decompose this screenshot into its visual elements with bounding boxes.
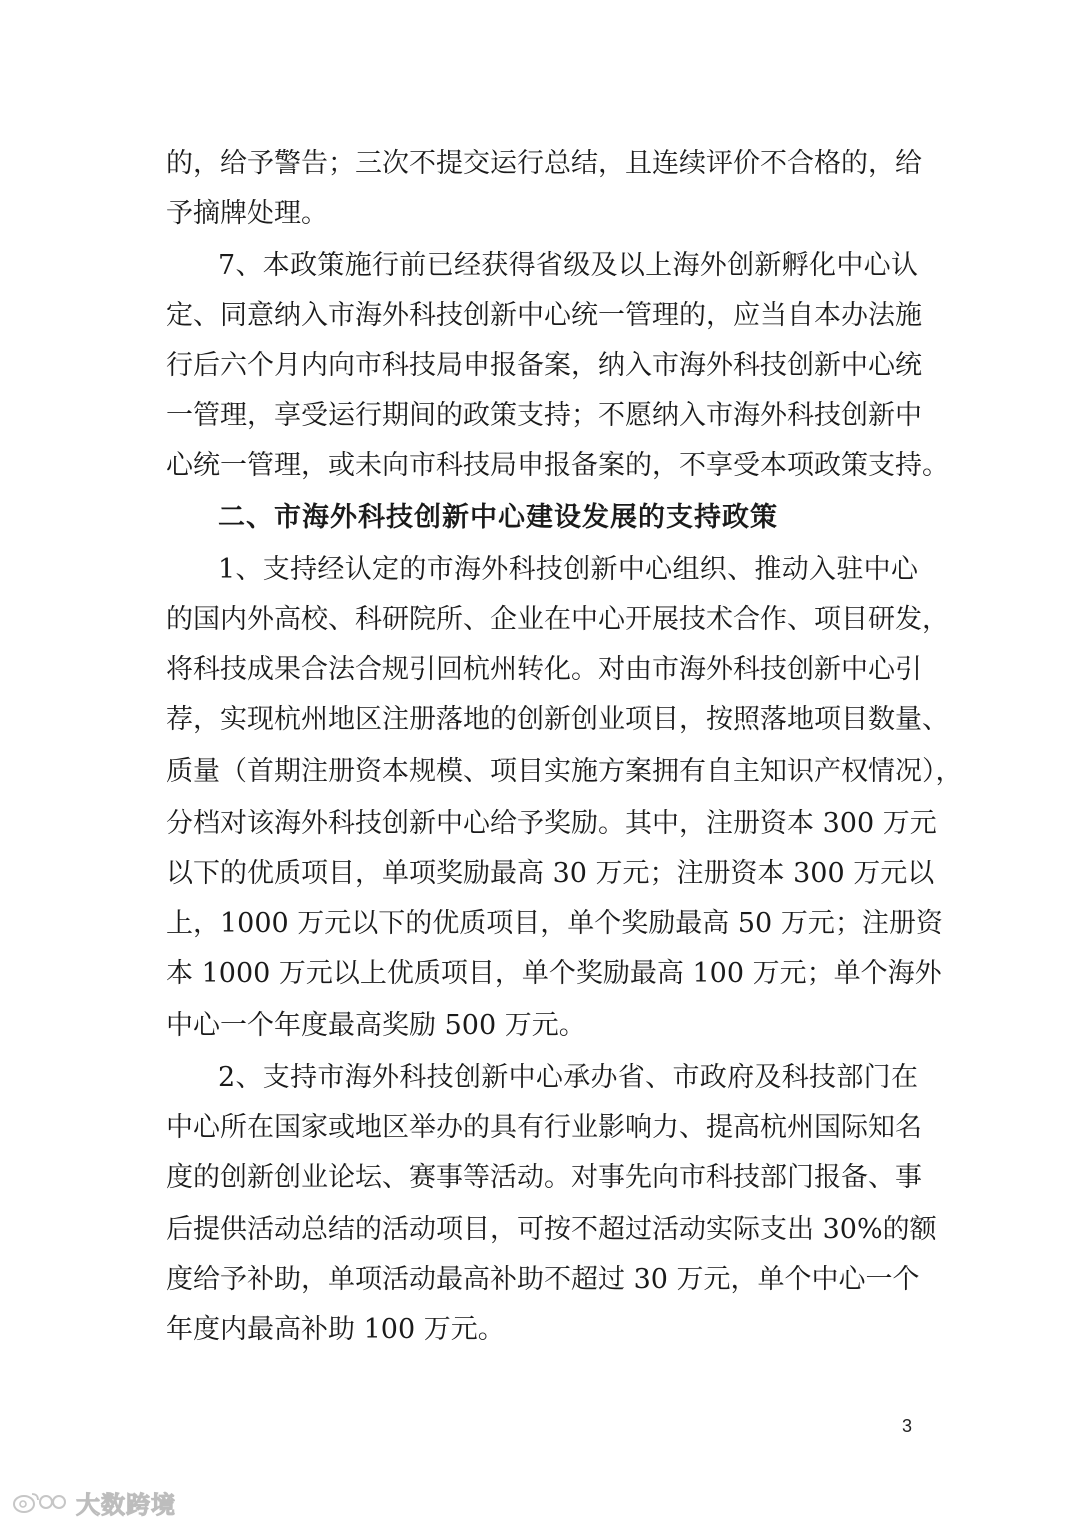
text-line: 的国内外高校、科研院所、企业在中心开展技术合作、项目研发， [166,604,949,635]
text-line: 定、同意纳入市海外科技创新中心统一管理的，应当自本办法施 [166,300,922,331]
text-line: 心统一管理，或未向市科技局申报备案的，不享受本项政策支持。 [166,450,949,481]
text-line: 一管理，享受运行期间的政策支持；不愿纳入市海外科技创新中 [166,400,922,431]
text-line: 2、支持市海外科技创新中心承办省、市政府及科技部门在 [218,1062,918,1093]
text-line: 度的创新创业论坛、赛事等活动。对事先向市科技部门报备、事 [166,1162,922,1193]
text-line: 本 1000 万元以上优质项目，单个奖励最高 100 万元；单个海外 [166,958,942,989]
text-line: 1、支持经认定的市海外科技创新中心组织、推动入驻中心 [218,554,918,585]
text-line: 的，给予警告；三次不提交运行总结，且连续评价不合格的，给 [166,148,922,179]
text-line: 行后六个月内向市科技局申报备案，纳入市海外科技创新中心统 [166,350,922,381]
text-line: 后提供活动总结的活动项目，可按不超过活动实际支出 30%的额 [166,1214,937,1245]
watermark [12,1486,176,1518]
text-line: 7、本政策施行前已经获得省级及以上海外创新孵化中心认 [218,250,918,281]
page-number: 3 [902,1416,913,1436]
text-line: 中心一个年度最高奖励 500 万元。 [166,1010,586,1041]
text-line: 中心所在国家或地区举办的具有行业影响力、提高杭州国际知名 [166,1112,922,1143]
watermark-text: 大数跨境 [76,1490,176,1519]
text-line: 度给予补助，单项活动最高补助不超过 30 万元，单个中心一个 [166,1264,920,1295]
text-line: 年度内最高补助 100 万元。 [166,1314,505,1345]
text-line: 予摘牌处理。 [166,198,328,229]
weibo-logo-icon [12,1488,70,1516]
section-heading: 二、市海外科技创新中心建设发展的支持政策 [218,502,778,533]
text-line: 以下的优质项目，单项奖励最高 30 万元；注册资本 300 万元以 [166,858,935,889]
text-line: 分档对该海外科技创新中心给予奖励。其中，注册资本 300 万元 [166,808,937,839]
text-line: 荐，实现杭州地区注册落地的创新创业项目，按照落地项目数量、 [166,704,949,735]
text-line: 质量（首期注册资本规模、项目实施方案拥有自主知识产权情况）， [166,756,963,787]
text-line: 上，1000 万元以下的优质项目，单个奖励最高 50 万元；注册资 [166,908,943,939]
text-line: 将科技成果合法合规引回杭州转化。对由市海外科技创新中心引 [166,654,922,685]
